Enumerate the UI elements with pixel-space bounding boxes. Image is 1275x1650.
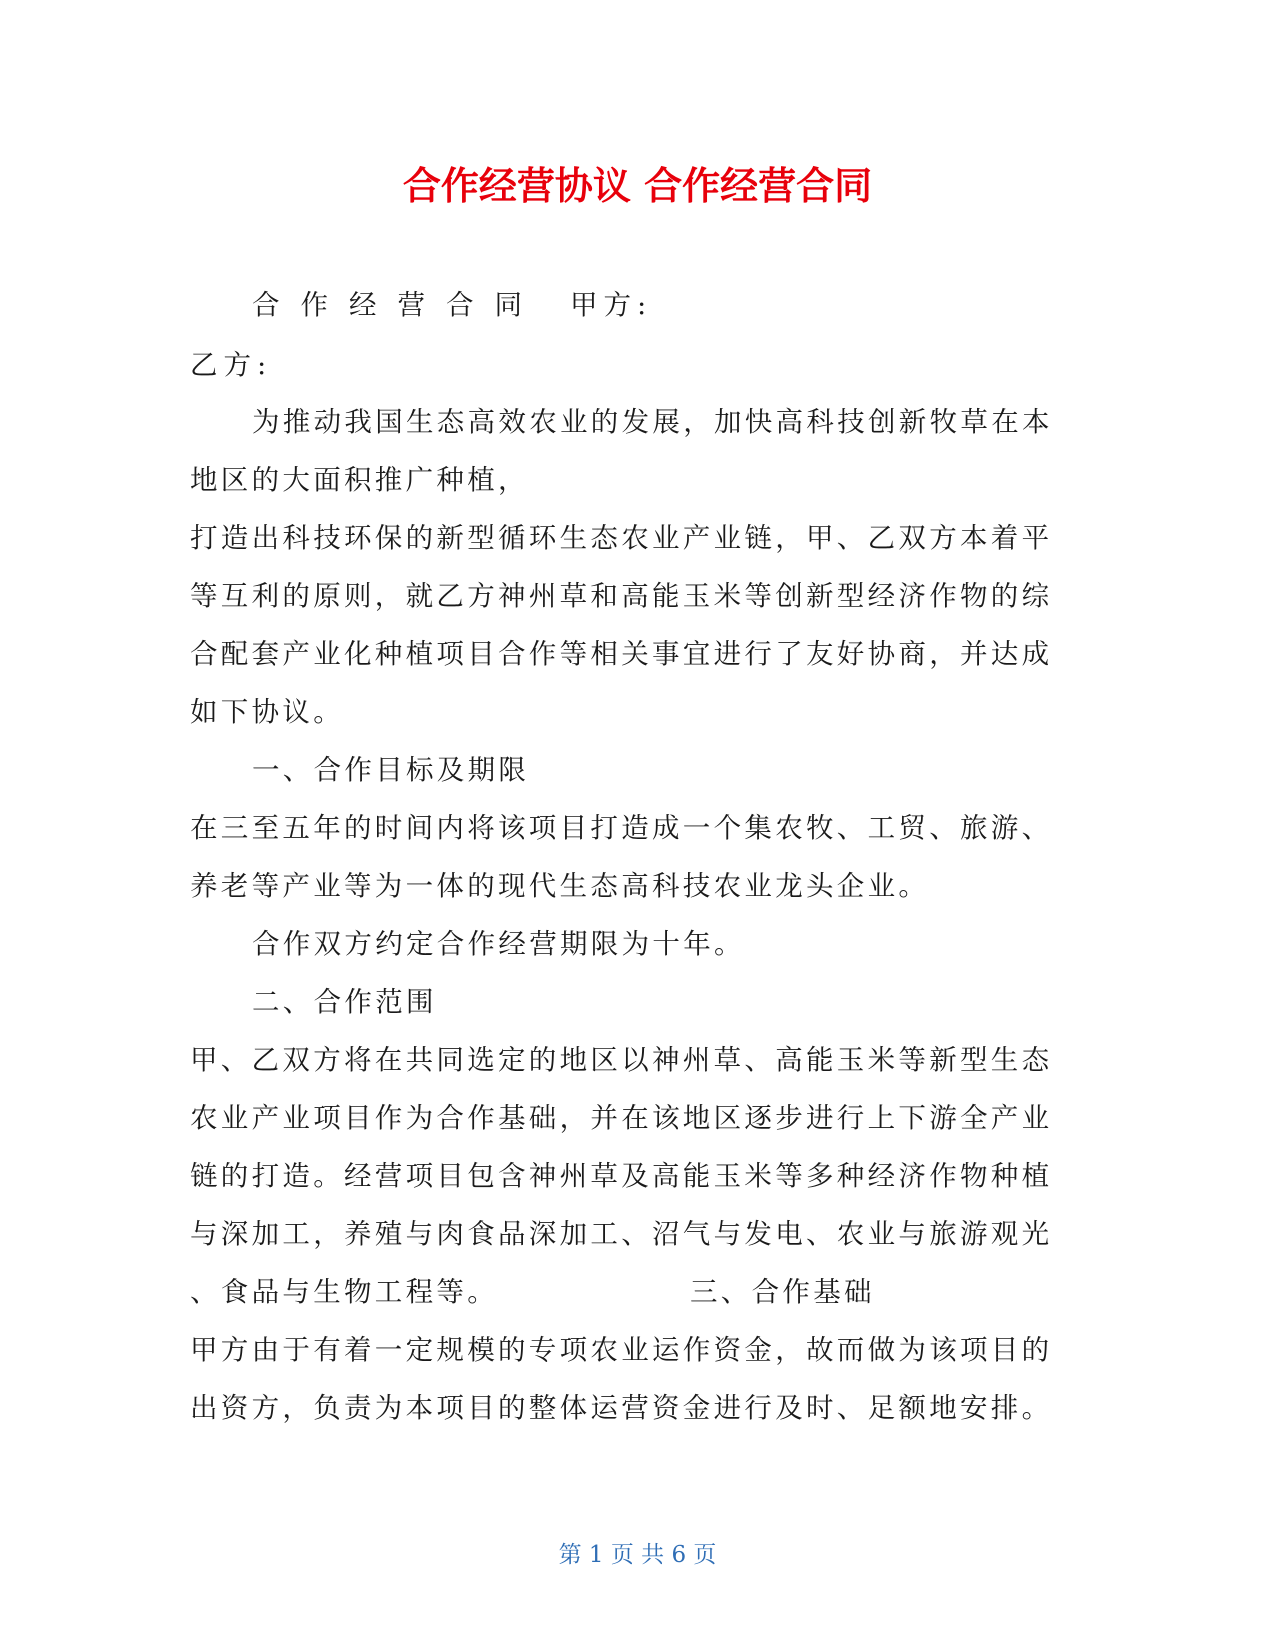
paragraph-line: 农业产业项目作为合作基础，并在该地区逐步进行上下游全产业 bbox=[190, 1102, 1053, 1134]
party-b-label: 乙方: bbox=[190, 349, 273, 381]
paragraph-line: 等互利的原则，就乙方神州草和高能玉米等创新型经济作物的综 bbox=[190, 580, 1053, 612]
paragraph-line: 在三至五年的时间内将该项目打造成一个集农牧、工贸、旅游、 bbox=[190, 812, 1053, 844]
paragraph-line: 合作双方约定合作经营期限为十年。 bbox=[252, 928, 745, 960]
paragraph-line: 出资方，负责为本项目的整体运营资金进行及时、足额地安排。 bbox=[190, 1392, 1053, 1424]
paragraph-line: 如下协议。 bbox=[190, 696, 344, 728]
paragraph-line: 与深加工，养殖与肉食品深加工、沼气与发电、农业与旅游观光 bbox=[190, 1218, 1053, 1250]
page-indicator: 第 1 页 共 6 页 bbox=[558, 1542, 717, 1568]
paragraph-line: 养老等产业等为一体的现代生态高科技农业龙头企业。 bbox=[190, 870, 930, 902]
paragraph-line: 为推动我国生态高效农业的发展，加快高科技创新牧草在本 bbox=[252, 406, 1053, 438]
paragraph-line: 甲、乙双方将在共同选定的地区以神州草、高能玉米等新型生态 bbox=[190, 1044, 1053, 1076]
paragraph-line: 链的打造。经营项目包含神州草及高能玉米等多种经济作物种植 bbox=[190, 1160, 1053, 1192]
document-title: 合作经营协议 合作经营合同 bbox=[402, 164, 873, 208]
paragraph-line: 合配套产业化种植项目合作等相关事宜进行了友好协商，并达成 bbox=[190, 638, 1053, 670]
section-heading: 一、合作目标及期限 bbox=[252, 754, 530, 786]
party-a-label: 甲方: bbox=[570, 289, 653, 321]
section-heading: 三、合作基础 bbox=[690, 1276, 875, 1308]
paragraph-line: 、食品与生物工程等。 bbox=[190, 1276, 498, 1308]
section-heading: 二、合作范围 bbox=[252, 986, 437, 1018]
paragraph-line: 打造出科技环保的新型循环生态农业产业链，甲、乙双方本着平 bbox=[190, 522, 1053, 554]
paragraph-line: 地区的大面积推广种植， bbox=[190, 464, 529, 496]
contract-heading: 合作经营合同 bbox=[252, 289, 543, 321]
paragraph-line: 甲方由于有着一定规模的专项农业运作资金，故而做为该项目的 bbox=[190, 1334, 1053, 1366]
